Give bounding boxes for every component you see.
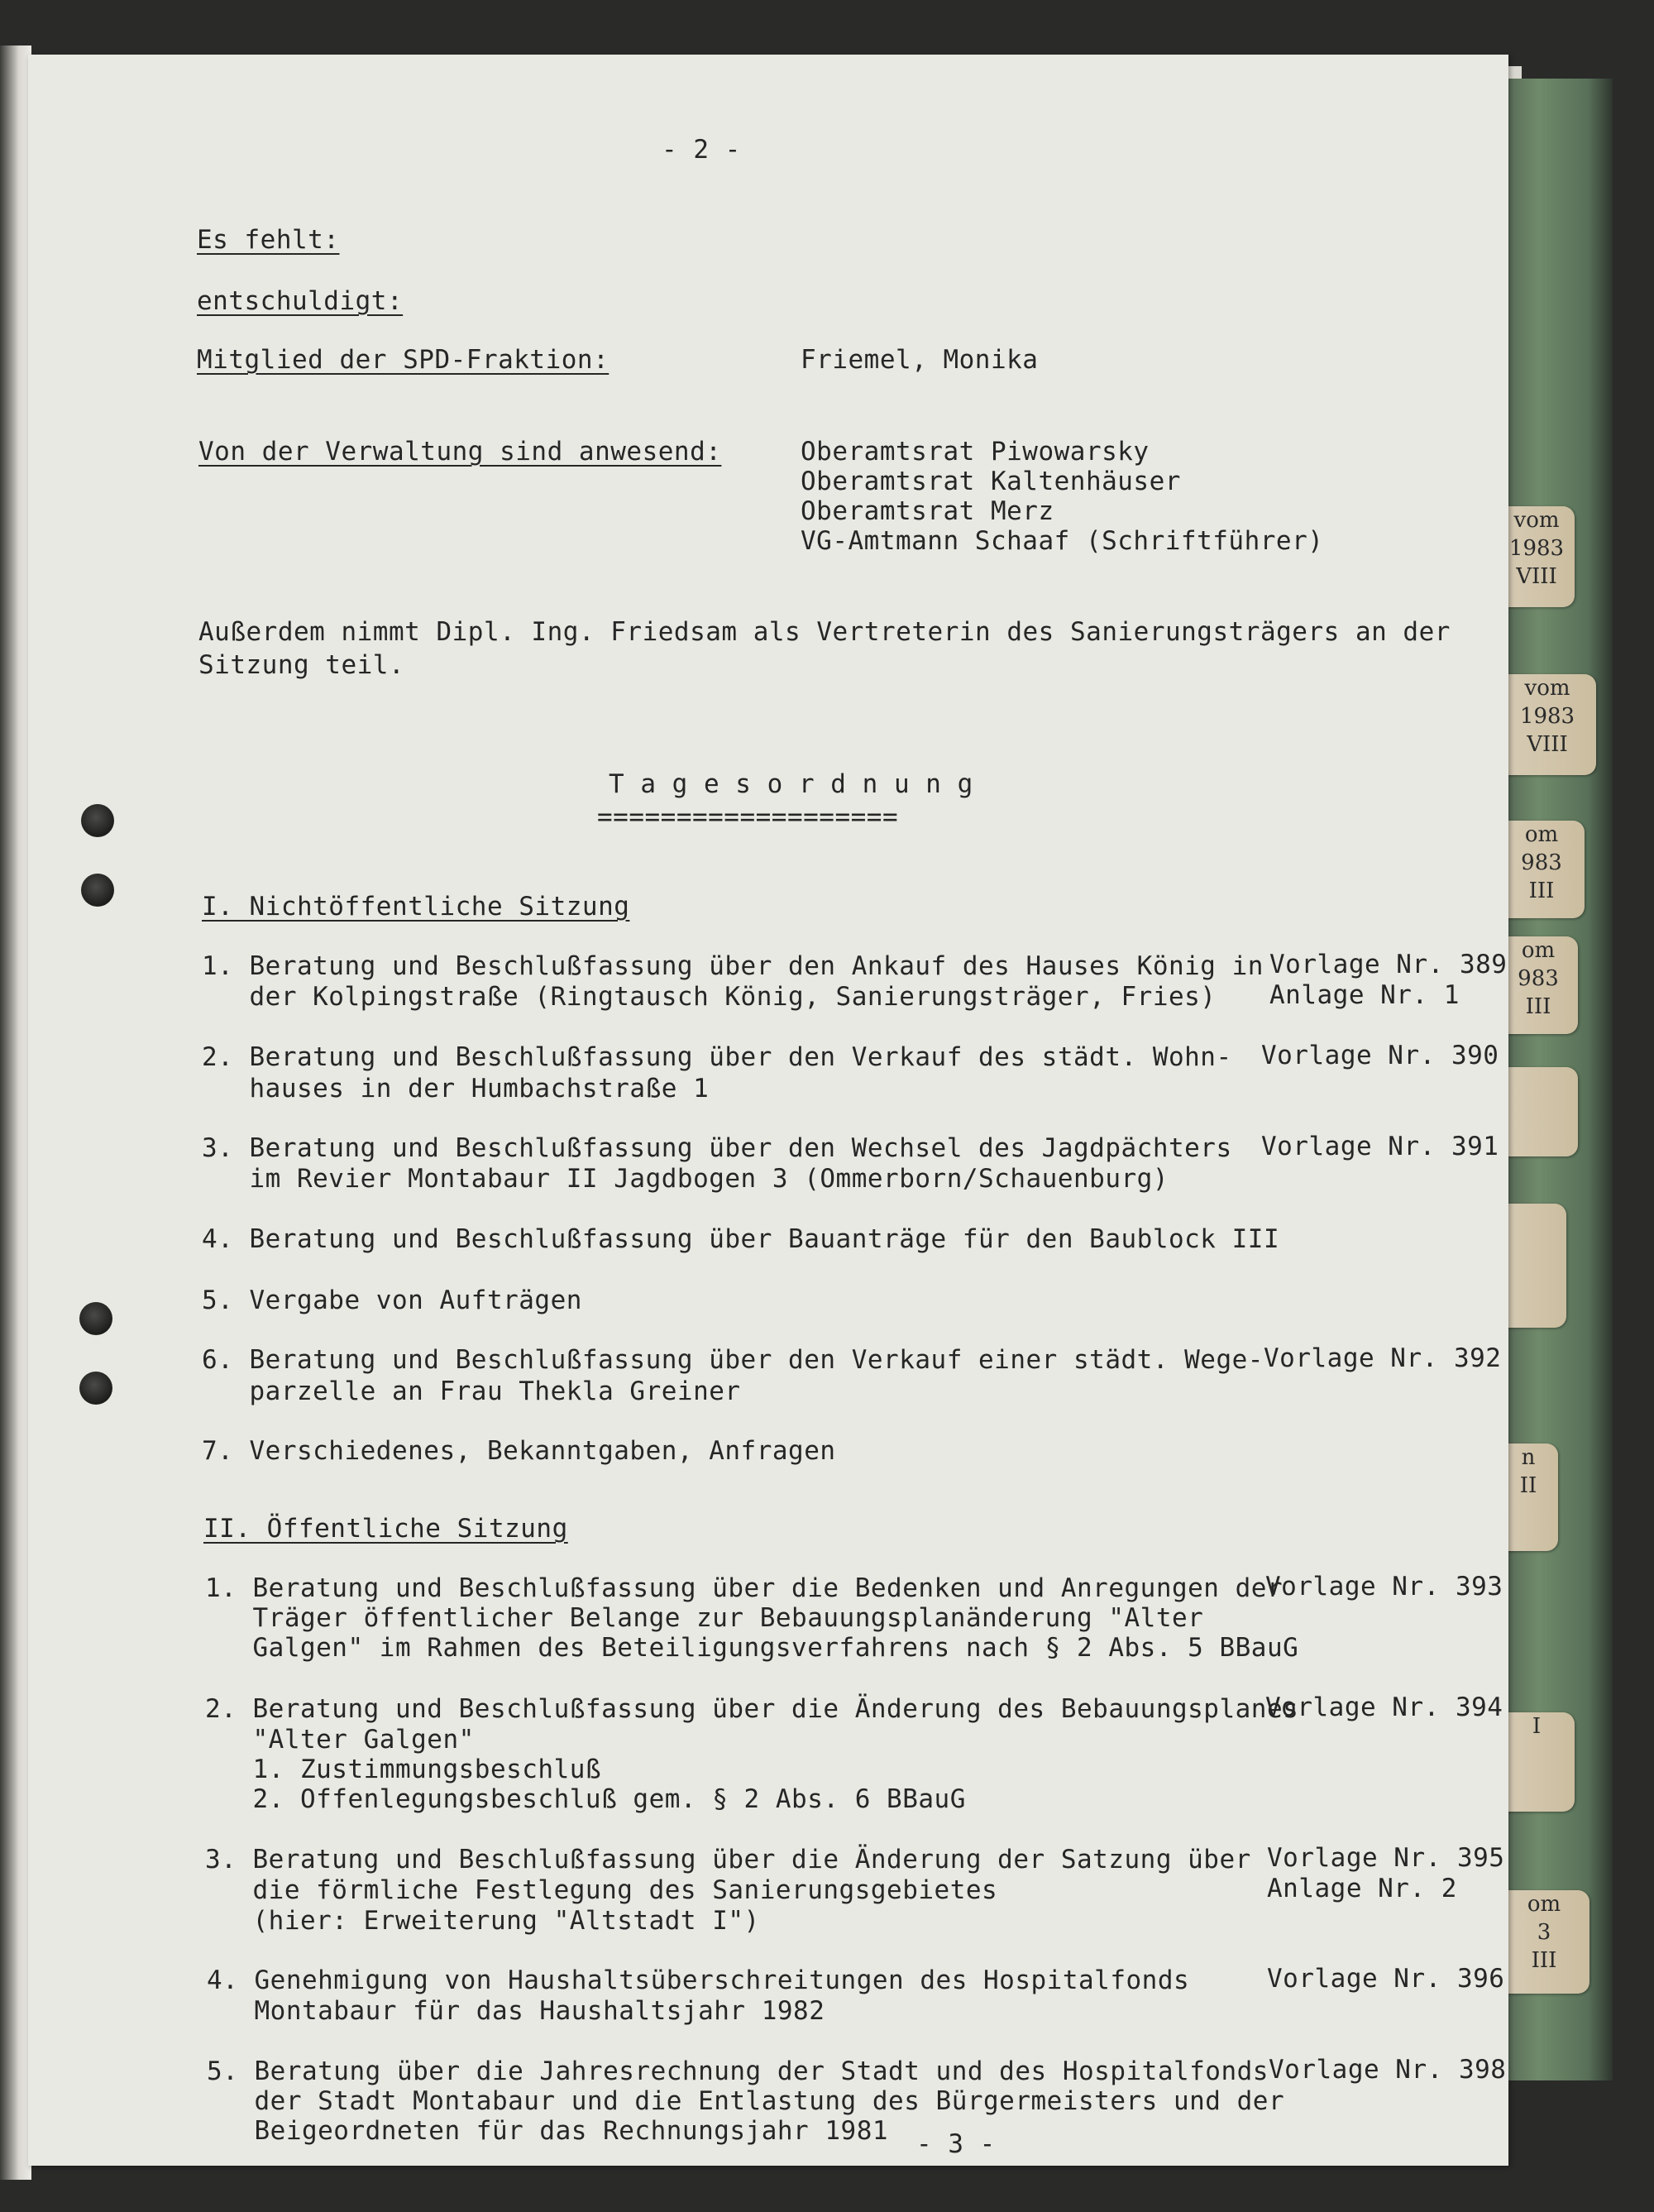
agenda-item-ref: Vorlage Nr. 396 xyxy=(1267,1964,1505,1994)
agenda-title-rule: =================== xyxy=(597,802,899,832)
admin-name: Oberamtsrat Merz xyxy=(801,496,1054,526)
member-label: Mitglied der SPD-Fraktion: xyxy=(197,345,609,375)
agenda-item-ref: Vorlage Nr. 392 xyxy=(1264,1343,1502,1373)
agenda-item-line: Träger öffentlicher Belange zur Bebauungsplanänderung "Alter xyxy=(205,1603,1204,1633)
member-name: Friemel, Monika xyxy=(801,345,1039,375)
agenda-item-line: 5. Vergabe von Aufträgen xyxy=(202,1286,582,1315)
agenda-item-line: 3. Beratung und Beschlußfassung über die Änderung der Satzung über xyxy=(205,1845,1251,1874)
agenda-item-line: 5. Beratung über die Jahresrechnung der Stadt und des Hospitalfonds xyxy=(207,2056,1269,2086)
admin-name: Oberamtsrat Kaltenhäuser xyxy=(801,467,1181,496)
agenda-item-line: parzelle an Frau Thekla Greiner xyxy=(202,1377,741,1406)
index-tab xyxy=(1499,1204,1566,1328)
index-tab: I xyxy=(1499,1712,1575,1812)
page-number-bottom: - 3 - xyxy=(916,2129,996,2159)
admin-name: VG-Amtmann Schaaf (Schriftführer) xyxy=(801,526,1324,556)
agenda-item-line: "Alter Galgen" xyxy=(205,1725,475,1755)
agenda-item-line: Beigeordneten für das Rechnungsjahr 1981 xyxy=(207,2116,889,2146)
punch-hole xyxy=(81,804,114,837)
index-tab: vom 1983 VIII xyxy=(1499,506,1575,607)
agenda-item-ref: Vorlage Nr. 391 xyxy=(1261,1132,1499,1161)
agenda-item-line: hauses in der Humbachstraße 1 xyxy=(202,1074,710,1104)
agenda-item-line: 2. Beratung und Beschlußfassung über die Änderung des Bebauungsplanes xyxy=(205,1694,1299,1724)
agenda-item-line: Montabaur für das Haushaltsjahr 1982 xyxy=(207,1996,825,2026)
agenda-title: T a g e s o r d n u n g xyxy=(609,769,973,799)
agenda-item-line: (hier: Erweiterung "Altstadt I") xyxy=(205,1906,760,1936)
punch-hole xyxy=(79,1302,112,1335)
excused-label: entschuldigt: xyxy=(197,286,404,316)
index-tab: om 983 III xyxy=(1499,821,1585,918)
punch-hole xyxy=(79,1372,112,1405)
index-tab: om 3 III xyxy=(1499,1890,1589,1994)
agenda-item-line: Galgen" im Rahmen des Beteiligungsverfahrens nach § 2 Abs. 5 BBauG xyxy=(205,1633,1299,1663)
agenda-item-ref: Vorlage Nr. 390 xyxy=(1261,1041,1499,1070)
agenda-item-ref: Vorlage Nr. 393 xyxy=(1265,1572,1503,1602)
agenda-item-line: 7. Verschiedenes, Bekanntgaben, Anfragen xyxy=(202,1436,836,1466)
section-heading: I. Nichtöffentliche Sitzung xyxy=(202,892,630,922)
index-tab: n II xyxy=(1499,1444,1558,1551)
agenda-item-ref: Vorlage Nr. 395 xyxy=(1267,1843,1505,1873)
agenda-item-line: 1. Beratung und Beschlußfassung über die Bedenken und Anregungen der xyxy=(205,1573,1284,1603)
agenda-item-line: die förmliche Festlegung des Sanierungsgebietes xyxy=(205,1875,998,1905)
agenda-item-ref: Vorlage Nr. 398 xyxy=(1269,2055,1507,2085)
agenda-item-line: 6. Beratung und Beschlußfassung über den Verkauf einer städt. Wege- xyxy=(202,1345,1264,1375)
punch-hole xyxy=(81,874,114,907)
agenda-item-line: 4. Genehmigung von Haushaltsüberschreitungen des Hospitalfonds xyxy=(207,1965,1190,1995)
agenda-item-line: im Revier Montabaur II Jagdbogen 3 (Ommerborn/Schauenburg) xyxy=(202,1164,1169,1194)
agenda-item-line: 2. Offenlegungsbeschluß gem. § 2 Abs. 6 BBauG xyxy=(205,1784,966,1814)
agenda-item-line: der Kolpingstraße (Ringtausch König, Sanierungsträger, Fries) xyxy=(202,982,1217,1012)
agenda-item-line: 1. Beratung und Beschlußfassung über den Ankauf des Hauses König in xyxy=(202,951,1264,981)
agenda-item-ref: Anlage Nr. 1 xyxy=(1269,980,1460,1010)
agenda-item-ref: Anlage Nr. 2 xyxy=(1267,1874,1457,1903)
index-tab: om 983 III xyxy=(1499,936,1578,1034)
agenda-item-ref: Vorlage Nr. 389 xyxy=(1269,950,1508,979)
index-tab: vom 1983 VIII xyxy=(1499,674,1596,775)
agenda-item-line: der Stadt Montabaur und die Entlastung des Bürgermeisters und der xyxy=(207,2086,1285,2116)
admin-label: Von der Verwaltung sind anwesend: xyxy=(198,437,722,467)
index-tab xyxy=(1499,1067,1578,1156)
attendance-note: Außerdem nimmt Dipl. Ing. Friedsam als Vertreterin des Sanierungsträgers an der xyxy=(198,617,1451,647)
agenda-item-line: 2. Beratung und Beschlußfassung über den Verkauf des städt. Wohn- xyxy=(202,1042,1232,1072)
agenda-item-line: 1. Zustimmungsbeschluß xyxy=(205,1755,602,1784)
agenda-item-line: 3. Beratung und Beschlußfassung über den Wechsel des Jagdpächters xyxy=(202,1133,1232,1163)
attendance-note: Sitzung teil. xyxy=(198,650,405,680)
section-heading: II. Öffentliche Sitzung xyxy=(203,1514,568,1544)
agenda-item-line: 4. Beratung und Beschlußfassung über Bauanträge für den Baublock III xyxy=(202,1224,1280,1254)
missing-label: Es fehlt: xyxy=(197,225,340,255)
binder-spine-left xyxy=(0,45,31,2180)
agenda-item-ref: Vorlage Nr. 394 xyxy=(1265,1693,1503,1722)
page-number-top: - 2 - xyxy=(662,135,741,165)
admin-name: Oberamtsrat Piwowarsky xyxy=(801,437,1150,467)
